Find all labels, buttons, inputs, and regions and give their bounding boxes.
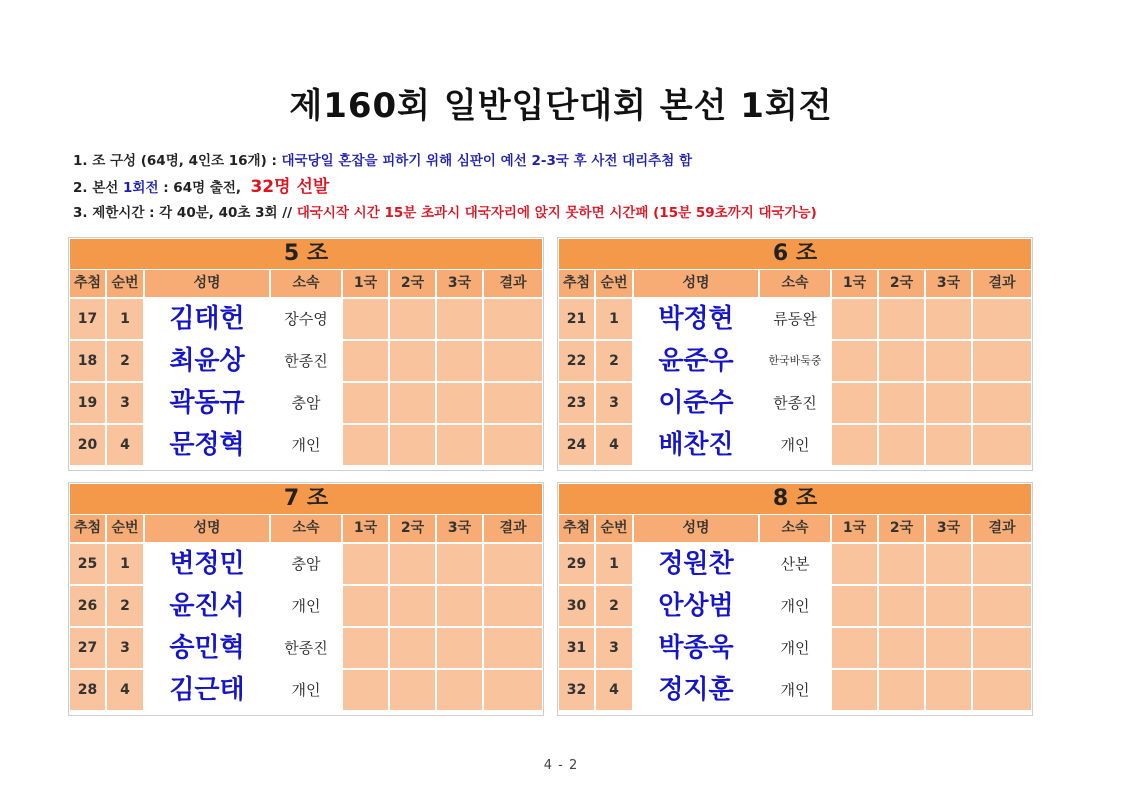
game-3-cell [926,425,973,465]
game-1-cell [832,425,879,465]
note-line-2 [73,178,817,204]
game-3-cell [437,586,484,626]
table-row [70,670,542,710]
game-3-cell [926,341,973,381]
affiliation: 류동완 [760,299,832,339]
affiliation: 개인 [271,670,343,710]
draw-number: 24 [559,425,596,465]
result-cell [484,586,542,626]
game-1-cell [832,544,879,584]
game-2-cell [879,341,926,381]
result-cell [973,383,1031,423]
game-1-cell [343,425,390,465]
col-game-3: 3국 [926,515,973,542]
game-3-cell [437,670,484,710]
order-number: 4 [596,670,634,710]
page-number: 4 - 2 [543,758,579,773]
result-cell [484,544,542,584]
draw-number: 17 [70,299,107,339]
page-title: 제160회 일반입단대회 본선 1회전 [289,86,833,126]
game-3-cell [437,341,484,381]
game-2-cell [879,425,926,465]
order-number: 2 [107,341,145,381]
affiliation: 개인 [760,586,832,626]
result-cell [973,425,1031,465]
note-1-text: 1. 조 구성 (64명, 4인조 16개) : [73,153,282,169]
draw-number: 25 [70,544,107,584]
game-1-cell [832,586,879,626]
player-name: 이준수 [634,383,760,423]
game-2-cell [390,341,437,381]
game-1-cell [343,586,390,626]
col-game-3: 3국 [437,515,484,542]
table-row [559,299,1031,339]
col-order: 순번 [596,270,634,297]
order-number: 4 [107,670,145,710]
game-3-cell [437,383,484,423]
game-3-cell [437,544,484,584]
player-name: 정원찬 [634,544,760,584]
player-name: 윤준우 [634,341,760,381]
order-number: 1 [596,299,634,339]
game-3-cell [926,299,973,339]
col-game-2: 2국 [879,515,926,542]
col-result: 결과 [484,270,542,297]
order-number: 3 [596,628,634,668]
game-3-cell [437,299,484,339]
affiliation: 개인 [760,670,832,710]
game-1-cell [343,670,390,710]
note-line-3 [73,204,817,230]
col-order: 순번 [596,515,634,542]
order-number: 1 [107,299,145,339]
col-game-2: 2국 [879,270,926,297]
game-1-cell [343,544,390,584]
col-game-2: 2국 [390,270,437,297]
game-2-cell [879,299,926,339]
table-row [559,341,1031,381]
note-3-text: 3. 제한시간 : 각 40분, 40초 3회 // [73,205,297,221]
player-name: 박종욱 [634,628,760,668]
draw-number: 26 [70,586,107,626]
draw-number: 19 [70,383,107,423]
result-cell [484,628,542,668]
player-name: 박정현 [634,299,760,339]
game-3-cell [437,425,484,465]
group-title: 7 조 [70,484,542,514]
notes [73,152,817,230]
draw-number: 29 [559,544,596,584]
table-row [70,341,542,381]
affiliation: 한국바둑중 [760,341,832,381]
result-cell [973,341,1031,381]
game-2-cell [390,628,437,668]
col-draw: 추첨 [70,515,107,542]
note-1-highlight: 대국당일 혼잡을 피하기 위해 심판이 예선 2-3국 후 사전 대리추첨 함 [281,153,693,169]
col-order: 순번 [107,515,145,542]
column-header [559,270,1031,297]
game-2-cell [879,544,926,584]
order-number: 2 [596,586,634,626]
table-row [559,670,1031,710]
group-title: 8 조 [559,484,1031,514]
group-8 [557,482,1033,716]
table-row [70,628,542,668]
group-5 [68,237,544,471]
player-name: 곽동규 [145,383,271,423]
game-2-cell [390,299,437,339]
table-row [70,383,542,423]
game-1-cell [343,299,390,339]
col-game-3: 3국 [437,270,484,297]
game-1-cell [832,383,879,423]
group-title: 6 조 [559,239,1031,269]
table-row [70,544,542,584]
player-name: 정지훈 [634,670,760,710]
col-name: 성명 [145,270,271,297]
affiliation: 개인 [760,628,832,668]
affiliation: 한종진 [271,628,343,668]
order-number: 2 [596,341,634,381]
result-cell [484,341,542,381]
game-1-cell [343,383,390,423]
order-number: 1 [107,544,145,584]
game-2-cell [390,425,437,465]
game-2-cell [879,628,926,668]
draw-number: 22 [559,341,596,381]
draw-number: 23 [559,383,596,423]
col-result: 결과 [973,515,1031,542]
game-2-cell [390,544,437,584]
result-cell [973,670,1031,710]
col-affiliation: 소속 [271,515,343,542]
table-row [70,425,542,465]
col-game-1: 1국 [832,270,879,297]
player-name: 김근태 [145,670,271,710]
game-3-cell [437,628,484,668]
result-cell [484,383,542,423]
order-number: 3 [107,628,145,668]
result-cell [484,425,542,465]
affiliation: 충암 [271,544,343,584]
game-1-cell [832,628,879,668]
col-game-2: 2국 [390,515,437,542]
group-6 [557,237,1033,471]
result-cell [973,544,1031,584]
game-3-cell [926,628,973,668]
game-1-cell [343,628,390,668]
player-name: 김태헌 [145,299,271,339]
result-cell [484,670,542,710]
result-cell [973,586,1031,626]
game-2-cell [390,383,437,423]
draw-number: 21 [559,299,596,339]
player-name: 최윤상 [145,341,271,381]
col-game-1: 1국 [343,515,390,542]
col-game-1: 1국 [343,270,390,297]
order-number: 1 [596,544,634,584]
game-3-cell [926,544,973,584]
order-number: 2 [107,586,145,626]
col-name: 성명 [634,270,760,297]
col-name: 성명 [145,515,271,542]
note-2-round: 1회전 [123,180,159,196]
game-3-cell [926,586,973,626]
player-name: 배찬진 [634,425,760,465]
game-1-cell [832,299,879,339]
draw-number: 30 [559,586,596,626]
game-2-cell [879,383,926,423]
player-name: 송민혁 [145,628,271,668]
game-1-cell [343,341,390,381]
note-2-highlight: 32명 선발 [250,177,330,197]
table-row [559,544,1031,584]
order-number: 3 [596,383,634,423]
col-result: 결과 [484,515,542,542]
player-name: 안상범 [634,586,760,626]
table-row [559,425,1031,465]
draw-number: 28 [70,670,107,710]
table-row [70,586,542,626]
col-draw: 추첨 [559,515,596,542]
table-row [559,586,1031,626]
note-2-text: 2. 본선 [73,180,124,196]
game-2-cell [879,670,926,710]
table-row [559,628,1031,668]
game-3-cell [926,670,973,710]
note-2-mid: : 64명 출전, [158,180,246,196]
group-title: 5 조 [70,239,542,269]
col-affiliation: 소속 [271,270,343,297]
game-2-cell [390,586,437,626]
table-row [559,383,1031,423]
game-3-cell [926,383,973,423]
game-1-cell [832,341,879,381]
affiliation: 산본 [760,544,832,584]
col-game-3: 3국 [926,270,973,297]
col-result: 결과 [973,270,1031,297]
draw-number: 27 [70,628,107,668]
col-draw: 추첨 [70,270,107,297]
col-affiliation: 소속 [760,515,832,542]
column-header [70,515,542,542]
column-header [559,515,1031,542]
draw-number: 18 [70,341,107,381]
note-3-highlight: 대국시작 시간 15분 초과시 대국자리에 앉지 못하면 시간패 (15분 59초까지 대국가능) [296,205,817,221]
col-name: 성명 [634,515,760,542]
col-game-1: 1국 [832,515,879,542]
order-number: 4 [596,425,634,465]
column-header [70,270,542,297]
game-2-cell [879,586,926,626]
draw-number: 32 [559,670,596,710]
affiliation: 장수영 [271,299,343,339]
col-order: 순번 [107,270,145,297]
result-cell [973,299,1031,339]
affiliation: 개인 [760,425,832,465]
player-name: 윤진서 [145,586,271,626]
result-cell [484,299,542,339]
col-draw: 추첨 [559,270,596,297]
result-cell [973,628,1031,668]
draw-number: 20 [70,425,107,465]
affiliation: 개인 [271,586,343,626]
affiliation: 한종진 [760,383,832,423]
player-name: 문정혁 [145,425,271,465]
player-name: 변정민 [145,544,271,584]
table-row [70,299,542,339]
order-number: 4 [107,425,145,465]
affiliation: 충암 [271,383,343,423]
affiliation: 개인 [271,425,343,465]
order-number: 3 [107,383,145,423]
game-1-cell [832,670,879,710]
game-2-cell [390,670,437,710]
draw-number: 31 [559,628,596,668]
note-line-1 [73,152,817,178]
col-affiliation: 소속 [760,270,832,297]
group-7 [68,482,544,716]
affiliation: 한종진 [271,341,343,381]
